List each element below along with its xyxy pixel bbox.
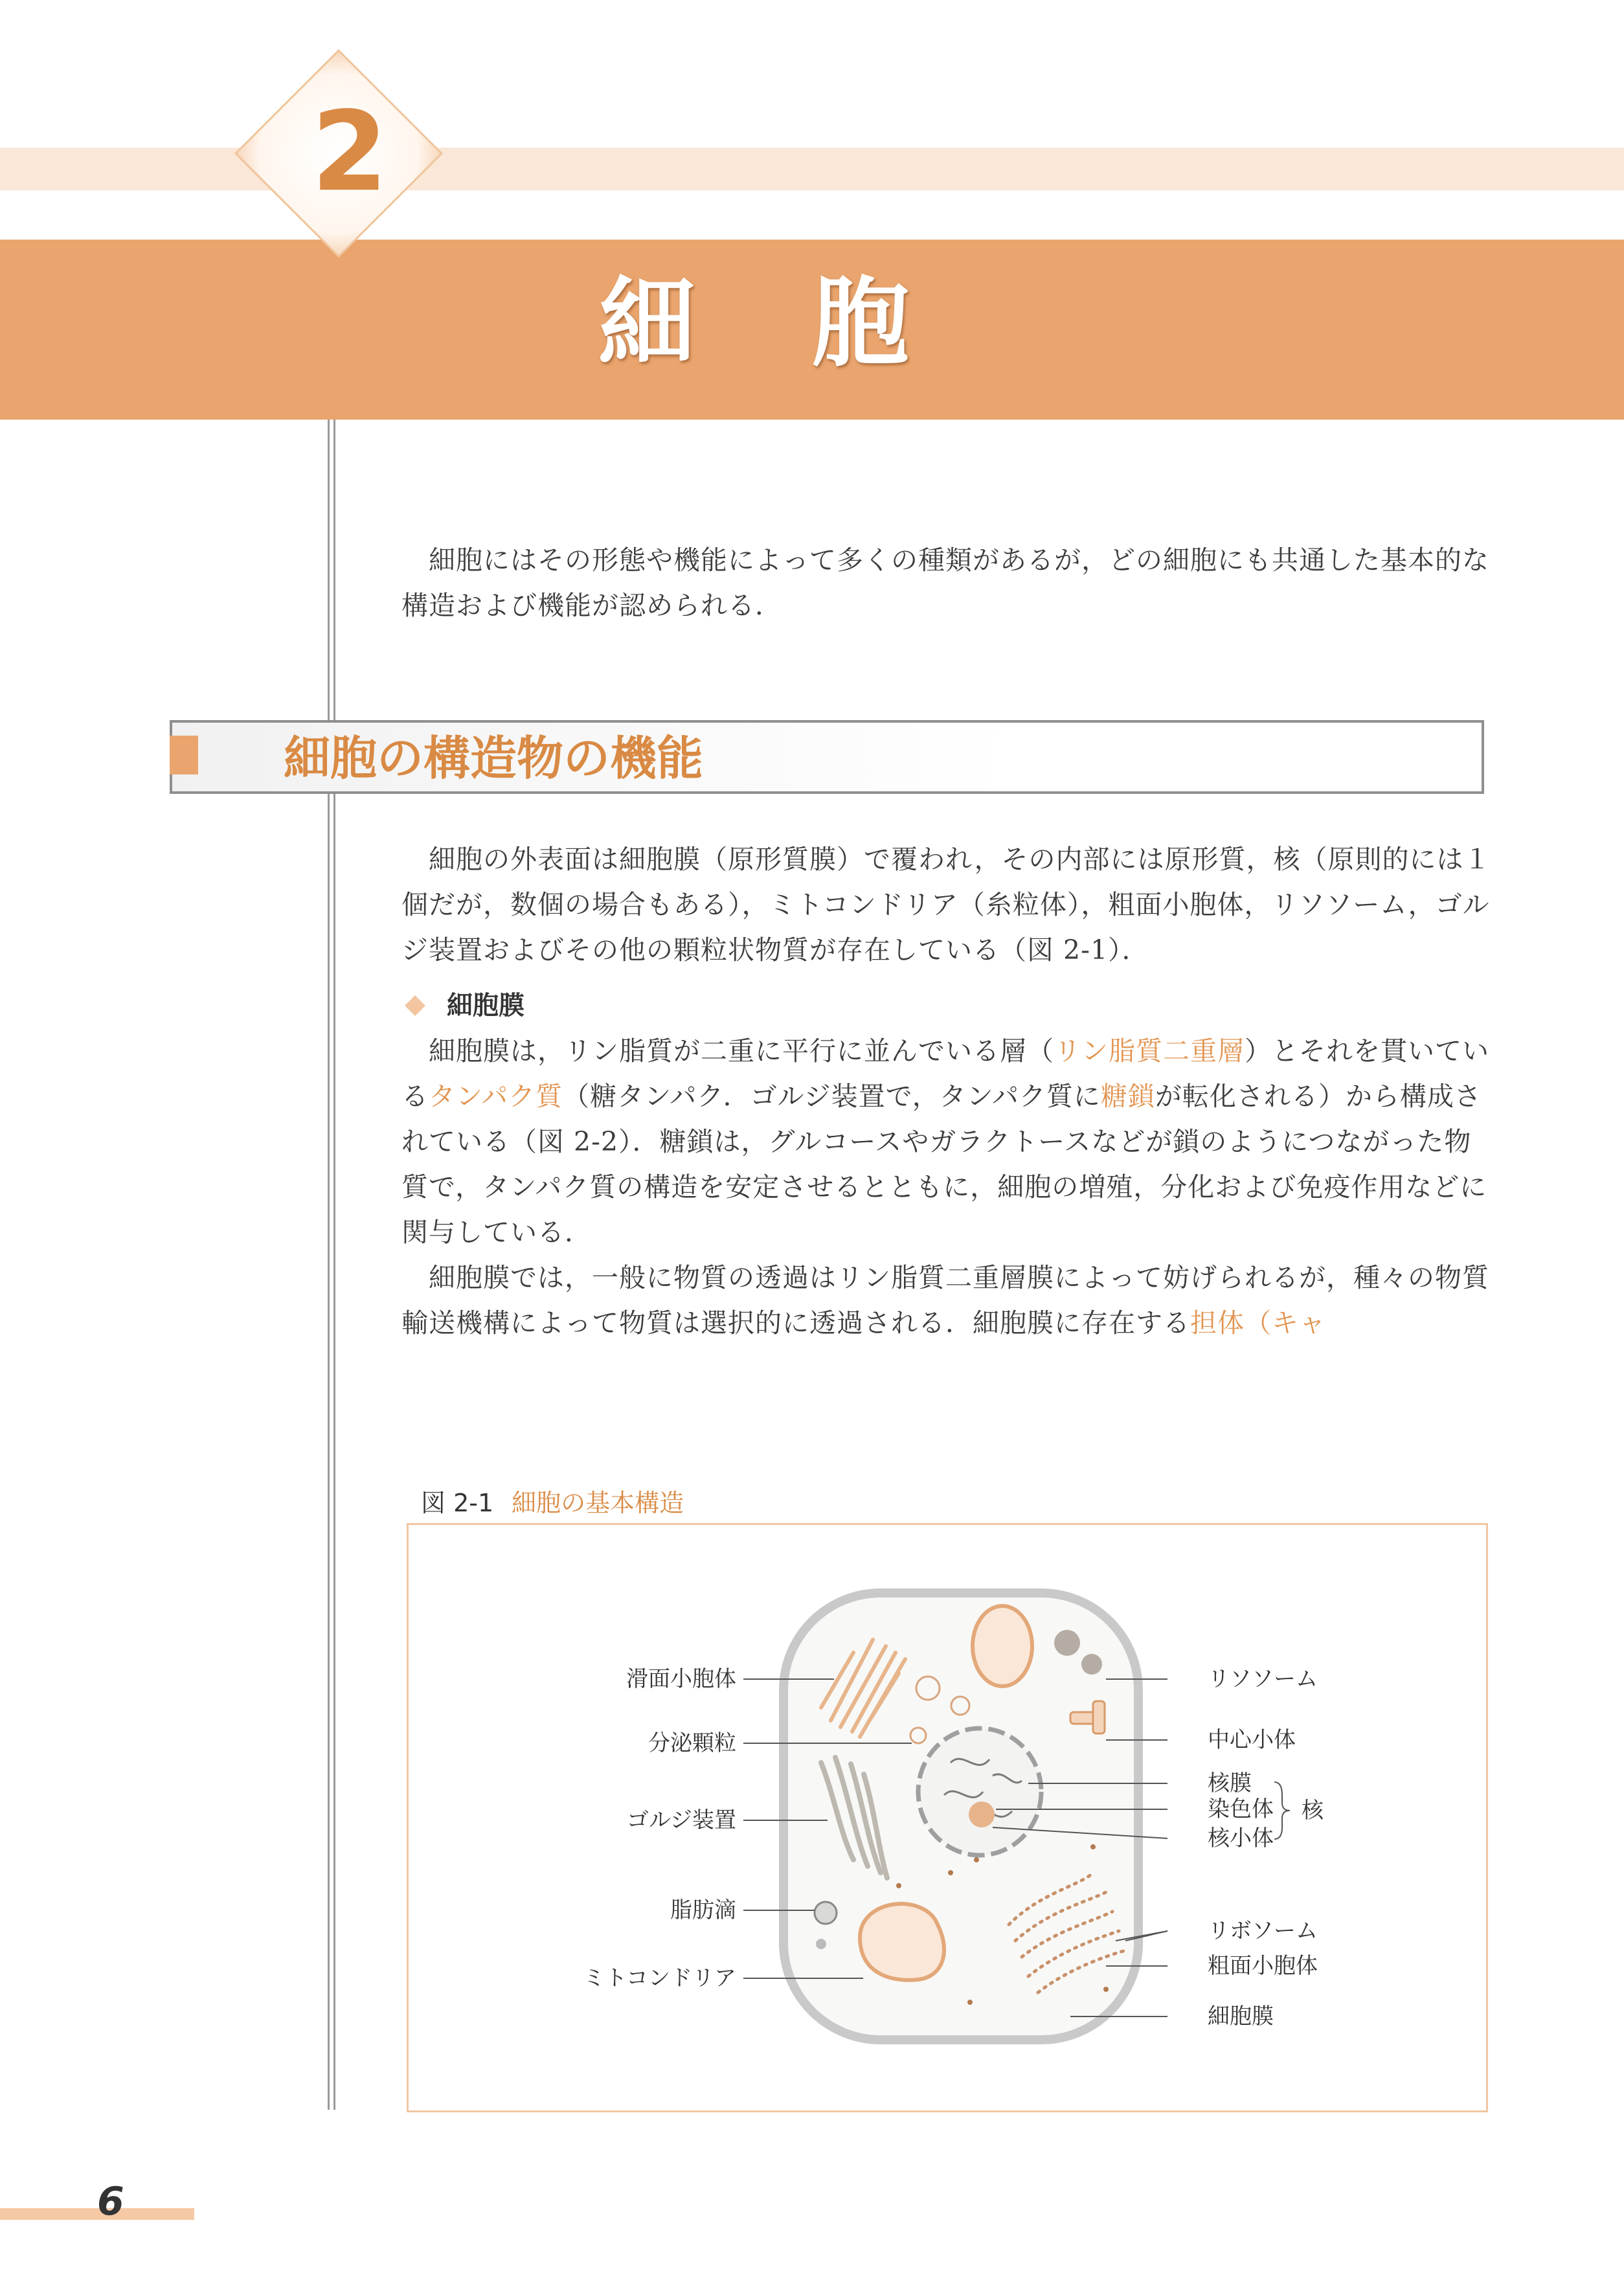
figure-caption bbox=[421, 1483, 684, 1519]
subheading-diamond-icon bbox=[404, 995, 426, 1017]
section-title: 細胞の構造物の機能 bbox=[284, 731, 704, 785]
chapter-number: 2 bbox=[311, 88, 389, 216]
fat-droplet-shape bbox=[815, 1902, 837, 1924]
label-centriole: 中心小体 bbox=[1208, 1727, 1296, 1753]
section-marker bbox=[170, 736, 198, 774]
membrane-paragraphs bbox=[401, 1028, 1496, 1346]
page-number: 6 bbox=[97, 2179, 124, 2224]
label-smooth-er: 滑面小胞体 bbox=[626, 1666, 736, 1692]
label-ribosome: リボソーム bbox=[1208, 1918, 1318, 1944]
cell-diagram bbox=[407, 1523, 1488, 2112]
nucleolus-shape bbox=[969, 1802, 995, 1827]
fat-droplet-small-shape bbox=[816, 1939, 826, 1949]
label-nuclear-envelope: 核膜 bbox=[1208, 1770, 1252, 1796]
nucleus-shape bbox=[918, 1728, 1041, 1855]
label-golgi: ゴルジ装置 bbox=[626, 1807, 736, 1833]
label-nucleolus: 核小体 bbox=[1208, 1825, 1274, 1851]
label-nucleus: 核 bbox=[1302, 1798, 1324, 1824]
figure-title: 細胞の基本構造 bbox=[512, 1489, 684, 1517]
margin-rule bbox=[328, 420, 335, 2110]
label-chromosome: 染色体 bbox=[1208, 1796, 1274, 1822]
figure-number: 図 2-1 bbox=[421, 1489, 494, 1517]
membrane-paragraph-1: 細胞膜は，リン脂質が二重に平行に並んでいる層（リン脂質二重層）とそれを貫いているタンパク質（糖タンパク．ゴルジ装置で，タンパク質に糖鎖が転化される）から構成されている（図 2-2）．糖鎖は，グルコースやガラクトースなどが鎖のようにつながった物質で，タンパク質の構造を安定させるとともに，細胞の増殖，分化および免疫作用などに関与している． bbox=[401, 1035, 1489, 1248]
label-secretory-granules: 分泌顆粒 bbox=[648, 1730, 736, 1756]
intro-paragraph: 細胞にはその形態や機能によって多くの種類があるが，どの細胞にも共通した基本的な構造および機能が認められる． bbox=[401, 545, 1489, 621]
label-fat-droplet: 脂肪滴 bbox=[670, 1897, 736, 1923]
subheading-cell-membrane: 細胞膜 bbox=[447, 991, 524, 1021]
label-mitochondria: ミトコンドリア bbox=[583, 1965, 736, 1991]
label-lysosome: リソソーム bbox=[1208, 1666, 1318, 1692]
chapter-title: 細胞 bbox=[598, 267, 1026, 380]
section-paragraph: 細胞の外表面は細胞膜（原形質膜）で覆われ，その内部には原形質，核（原則的には１個だが，数個の場合もある），ミトコンドリア（糸粒体），粗面小胞体，リソソーム，ゴルジ装置およびその他の顆粒状物質が存在している（図 2-1）． bbox=[401, 844, 1491, 966]
label-rough-er: 粗面小胞体 bbox=[1208, 1953, 1318, 1979]
membrane-paragraph-2: 細胞膜では，一般に物質の透過はリン脂質二重層膜によって妨げられるが，種々の物質輸送機構によって物質は選択的に透過される．細胞膜に存在する担体（キャ bbox=[401, 1262, 1489, 1339]
label-cell-membrane: 細胞膜 bbox=[1208, 2004, 1274, 2029]
